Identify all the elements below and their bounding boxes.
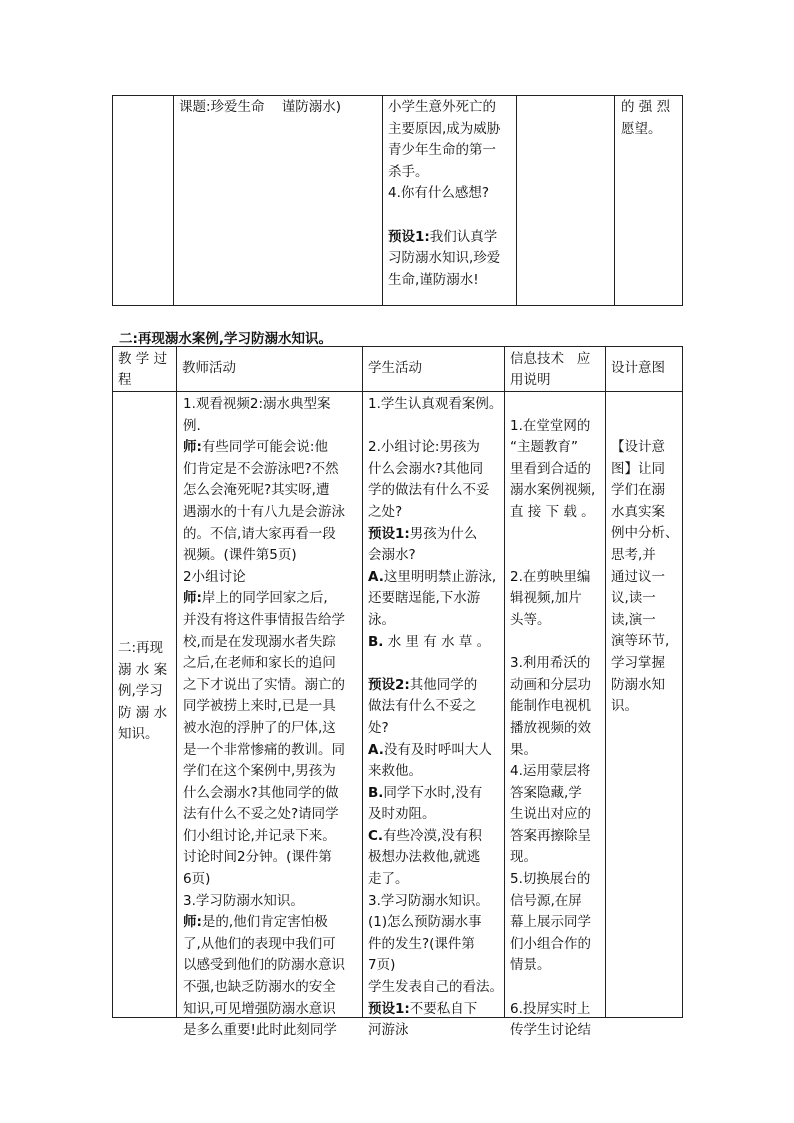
- text-line: 图】让同: [611, 460, 665, 477]
- text-line: 知识,可见增强防溺水意识: [183, 1000, 336, 1017]
- bold-prefix: 师:: [183, 914, 202, 931]
- text-line: 溺 水 案: [118, 661, 168, 678]
- text-line: 小学生意外死亡的: [388, 99, 496, 115]
- text-line: [388, 227, 514, 249]
- text-line: 会溺水?: [368, 547, 416, 564]
- text-line: 处?: [368, 719, 389, 736]
- teacher-activity-text: [183, 394, 363, 1042]
- tech-notes-cell: [517, 96, 615, 306]
- text-line: 同学被捞上来时,已是一具: [183, 698, 336, 715]
- text-line: 2.在剪映里编: [510, 568, 591, 585]
- design-intent-text: [611, 437, 683, 718]
- bold-prefix: 预设1:: [368, 525, 410, 542]
- process-cell: [113, 96, 174, 306]
- line-text: 男孩为什么: [409, 525, 478, 542]
- text-line: 直 接 下 载 。: [510, 503, 595, 520]
- header-tech: [505, 347, 606, 392]
- line-text: 岸上的同学回家之后,: [201, 590, 328, 607]
- bold-prefix: A.: [368, 741, 384, 758]
- text-line: 【设计意: [611, 439, 665, 455]
- text-line: 知识。: [118, 726, 159, 743]
- text-line: [183, 912, 363, 934]
- text-line: 杀手。: [388, 163, 429, 180]
- header-teacher: 教师活动: [177, 347, 363, 392]
- text-line: 现。: [510, 849, 537, 866]
- text-line: 来救他。: [368, 763, 422, 780]
- design-intent-cell: [615, 96, 683, 306]
- text-line: 信号源,在屏: [510, 892, 582, 909]
- text-line: 辑视频,加片: [510, 590, 582, 607]
- teacher-activity-cell: [177, 392, 363, 1039]
- text-line: 例中分析、: [611, 525, 679, 542]
- text-line: 学们在这个案例中,男孩为: [183, 763, 336, 780]
- text-line: 1.观看视频2:溺水典型案: [183, 396, 331, 412]
- text-line: 读,演一: [611, 611, 656, 628]
- text-line: 5.切换展台的: [510, 871, 591, 888]
- line-text: 有些同学可能会说:他: [201, 439, 328, 456]
- bold-prefix: B.: [368, 784, 384, 801]
- bold-prefix: A.: [368, 568, 384, 585]
- text-line: [510, 524, 605, 546]
- text-line: 通过议一: [611, 568, 665, 585]
- text-line: 青少年生命的第一: [388, 142, 496, 159]
- line-text: 这里明明禁止游泳,: [383, 568, 497, 585]
- lesson-table: [112, 346, 683, 1039]
- text-line: 学的做法有什么不妥: [368, 482, 490, 499]
- student-activity-cell: [383, 96, 517, 306]
- text-line: [368, 740, 506, 762]
- text-line: 1.在堂堂网的: [510, 417, 591, 434]
- text-line: 播放视频的效: [510, 719, 591, 736]
- tech-notes-text: [510, 394, 605, 1042]
- text-line: 防溺水知: [611, 676, 665, 693]
- text-line: 3.学习防溺水知识。: [183, 892, 304, 909]
- lesson-topic-text: 课题:珍爱生命 谨防溺水): [179, 99, 341, 115]
- text-line: 里看到合适的: [510, 460, 591, 477]
- header-design: 设计意图: [606, 347, 683, 392]
- text-line: 4.运用蒙层将: [510, 763, 591, 780]
- student-activity-cell: [363, 392, 505, 1039]
- process-cell: [113, 392, 177, 1018]
- text-line: [510, 632, 605, 654]
- text-line: 2.小组讨论:男孩为: [368, 439, 480, 456]
- text-line: “主题教育”: [510, 439, 578, 456]
- text-line: 泳。: [368, 611, 395, 628]
- text-line: 6页): [183, 871, 211, 888]
- text-line: 学们在溺: [611, 482, 665, 499]
- text-line: 做法有什么不妥之: [368, 698, 476, 715]
- text-line: 情景。: [510, 957, 551, 974]
- text-line: 之处?: [368, 503, 403, 520]
- text-line: [183, 437, 363, 459]
- text-line: [368, 999, 506, 1021]
- text-line: [368, 653, 506, 675]
- text-line: 们小组讨论,并记录下来。: [183, 827, 336, 844]
- text-line: 识。: [611, 698, 638, 715]
- text-line: 及时劝阻。: [368, 806, 436, 823]
- text-line: 河游泳: [368, 1022, 409, 1039]
- text-line: 水真实案: [611, 503, 665, 520]
- text-line: 6.投屏实时上: [510, 1000, 591, 1017]
- design-intent-text: [621, 97, 681, 140]
- text-line: 了,从他们的表现中我们可: [183, 935, 336, 952]
- text-line: 是一个非常惨痛的教训。同: [183, 741, 345, 758]
- text-line: 信息技术 应: [510, 351, 591, 367]
- text-line: 1.学生认真观看案例。: [368, 396, 503, 412]
- design-intent-cell: [606, 392, 683, 1018]
- text-line: 2小组讨论: [183, 568, 246, 585]
- bold-prefix: 预设2:: [368, 676, 410, 693]
- line-text: 同学下水时,没有: [383, 784, 483, 801]
- tech-notes-cell: [505, 392, 606, 1039]
- text-line: 主要原因,成为威胁: [388, 120, 501, 137]
- student-activity-text: [368, 394, 506, 1042]
- text-line: [368, 826, 506, 848]
- text-line: 校,而是在发现溺水者失踪: [183, 633, 336, 650]
- text-line: 学生发表自己的看法。: [368, 979, 503, 996]
- text-line: 法有什么不妥之处?请同学: [183, 806, 339, 823]
- text-line: [368, 416, 506, 438]
- section-heading: 二:再现溺水案例,学习防溺水知识。: [119, 331, 333, 347]
- text-line: 的 强 烈: [621, 99, 671, 115]
- text-line: 什么会溺水?其他同学的做: [183, 784, 339, 801]
- text-line: 果。: [510, 741, 537, 758]
- text-line: [368, 567, 506, 589]
- text-line: 生说出对应的: [510, 806, 591, 823]
- text-line: 习防溺水知识,珍爱: [388, 250, 501, 267]
- text-line: 的。不信,请大家再看一段: [183, 525, 336, 542]
- text-line: [388, 205, 514, 227]
- lesson-table-continued: [112, 95, 683, 306]
- text-line: 防 溺 水: [118, 704, 168, 721]
- text-line: 程: [118, 372, 132, 388]
- text-line: 们肯定是不会游泳吧?不然: [183, 460, 339, 477]
- text-line: 之下才说出了实情。溺亡的: [183, 676, 345, 693]
- header-student: 学生活动: [363, 347, 505, 392]
- text-line: 答案再擦除呈: [510, 827, 591, 844]
- line-text: 其他同学的: [409, 676, 478, 693]
- bold-prefix: 预设1:: [368, 1000, 410, 1017]
- line-text: 没有及时呼叫大人: [383, 741, 492, 758]
- text-line: [510, 545, 605, 567]
- text-line: 不强,也缺乏防溺水的安全: [183, 979, 336, 996]
- bold-prefix: 预设1:: [388, 228, 430, 245]
- text-line: 遇溺水的十有八九是会游泳: [183, 503, 345, 520]
- text-line: [368, 675, 506, 697]
- body-row: [113, 392, 683, 1018]
- bold-prefix: B.: [368, 633, 384, 650]
- text-line: [368, 524, 506, 546]
- bold-prefix: 师:: [183, 439, 202, 456]
- text-line: 愿望。: [621, 120, 662, 137]
- line-text: 不要私自下: [409, 1000, 478, 1017]
- student-activity-text: [388, 97, 514, 291]
- text-line: 之后,在老师和家长的追问: [183, 655, 336, 672]
- text-line: 以感受到他们的防溺水意识: [183, 957, 345, 974]
- text-line: [368, 783, 506, 805]
- text-line: 溺水案例视频,: [510, 482, 596, 499]
- header-row: [113, 347, 683, 392]
- text-line: 并没有将这件事情报告给学: [183, 611, 345, 628]
- text-line: 是多么重要!此时此刻同学: [183, 1022, 337, 1039]
- text-line: 什么会溺水?其他同: [368, 460, 484, 477]
- text-line: 件的发生?(课件第: [368, 935, 475, 952]
- text-line: 走了。: [368, 871, 409, 888]
- text-line: 头等。: [510, 611, 551, 628]
- line-text: 水 里 有 水 草 。: [383, 633, 491, 650]
- text-line: 视频。(课件第5页): [183, 547, 297, 564]
- text-line: 答案隐藏,学: [510, 784, 582, 801]
- text-line: 例.: [183, 417, 201, 434]
- text-line: 二:再现: [118, 640, 164, 656]
- text-line: 还要瞎逞能,下水游: [368, 590, 481, 607]
- text-line: 怎么会淹死呢?其实呀,遭: [183, 482, 330, 499]
- text-line: 们小组合作的: [510, 935, 591, 952]
- text-line: 幕上展示同学: [510, 914, 591, 931]
- text-line: (1)怎么预防溺水事: [368, 914, 482, 931]
- text-line: 传学生讨论结: [510, 1022, 591, 1039]
- text-line: 议,读一: [611, 590, 656, 607]
- text-line: [510, 977, 605, 999]
- text-line: 动画和分层功: [510, 676, 591, 693]
- text-line: 能制作电视机: [510, 698, 591, 715]
- line-text: 我们认真学: [429, 228, 498, 245]
- text-line: 例,学习: [118, 683, 163, 700]
- line-text: 有些冷漠,没有积: [383, 827, 482, 844]
- text-line: 4.你有什么感想?: [388, 185, 490, 202]
- text-line: 演等环节,: [611, 633, 670, 650]
- text-line: [368, 632, 506, 654]
- text-line: 被水泡的浮肿了的尸体,这: [183, 719, 336, 736]
- text-line: 3.利用希沃的: [510, 655, 591, 672]
- process-text: [118, 638, 176, 746]
- teacher-activity-cell: [174, 96, 383, 306]
- text-line: 学习掌握: [611, 654, 665, 671]
- line-text: 是的,他们肯定害怕极: [201, 914, 328, 931]
- text-line: 教 学 过: [118, 351, 168, 367]
- bold-prefix: 师:: [183, 590, 202, 607]
- text-line: 用说明: [510, 372, 551, 388]
- bold-prefix: C.: [368, 827, 384, 844]
- header-process: [113, 347, 177, 392]
- text-line: 极想办法救他,就逃: [368, 849, 481, 866]
- text-line: 讨论时间2分钟。(课件第: [183, 849, 332, 866]
- text-line: 思考,并: [611, 546, 656, 563]
- text-line: [183, 588, 363, 610]
- text-line: 3.学习防溺水知识。: [368, 892, 489, 909]
- text-line: 生命,谨防溺水!: [388, 271, 479, 288]
- text-line: 7页): [368, 957, 396, 974]
- text-line: [510, 394, 605, 416]
